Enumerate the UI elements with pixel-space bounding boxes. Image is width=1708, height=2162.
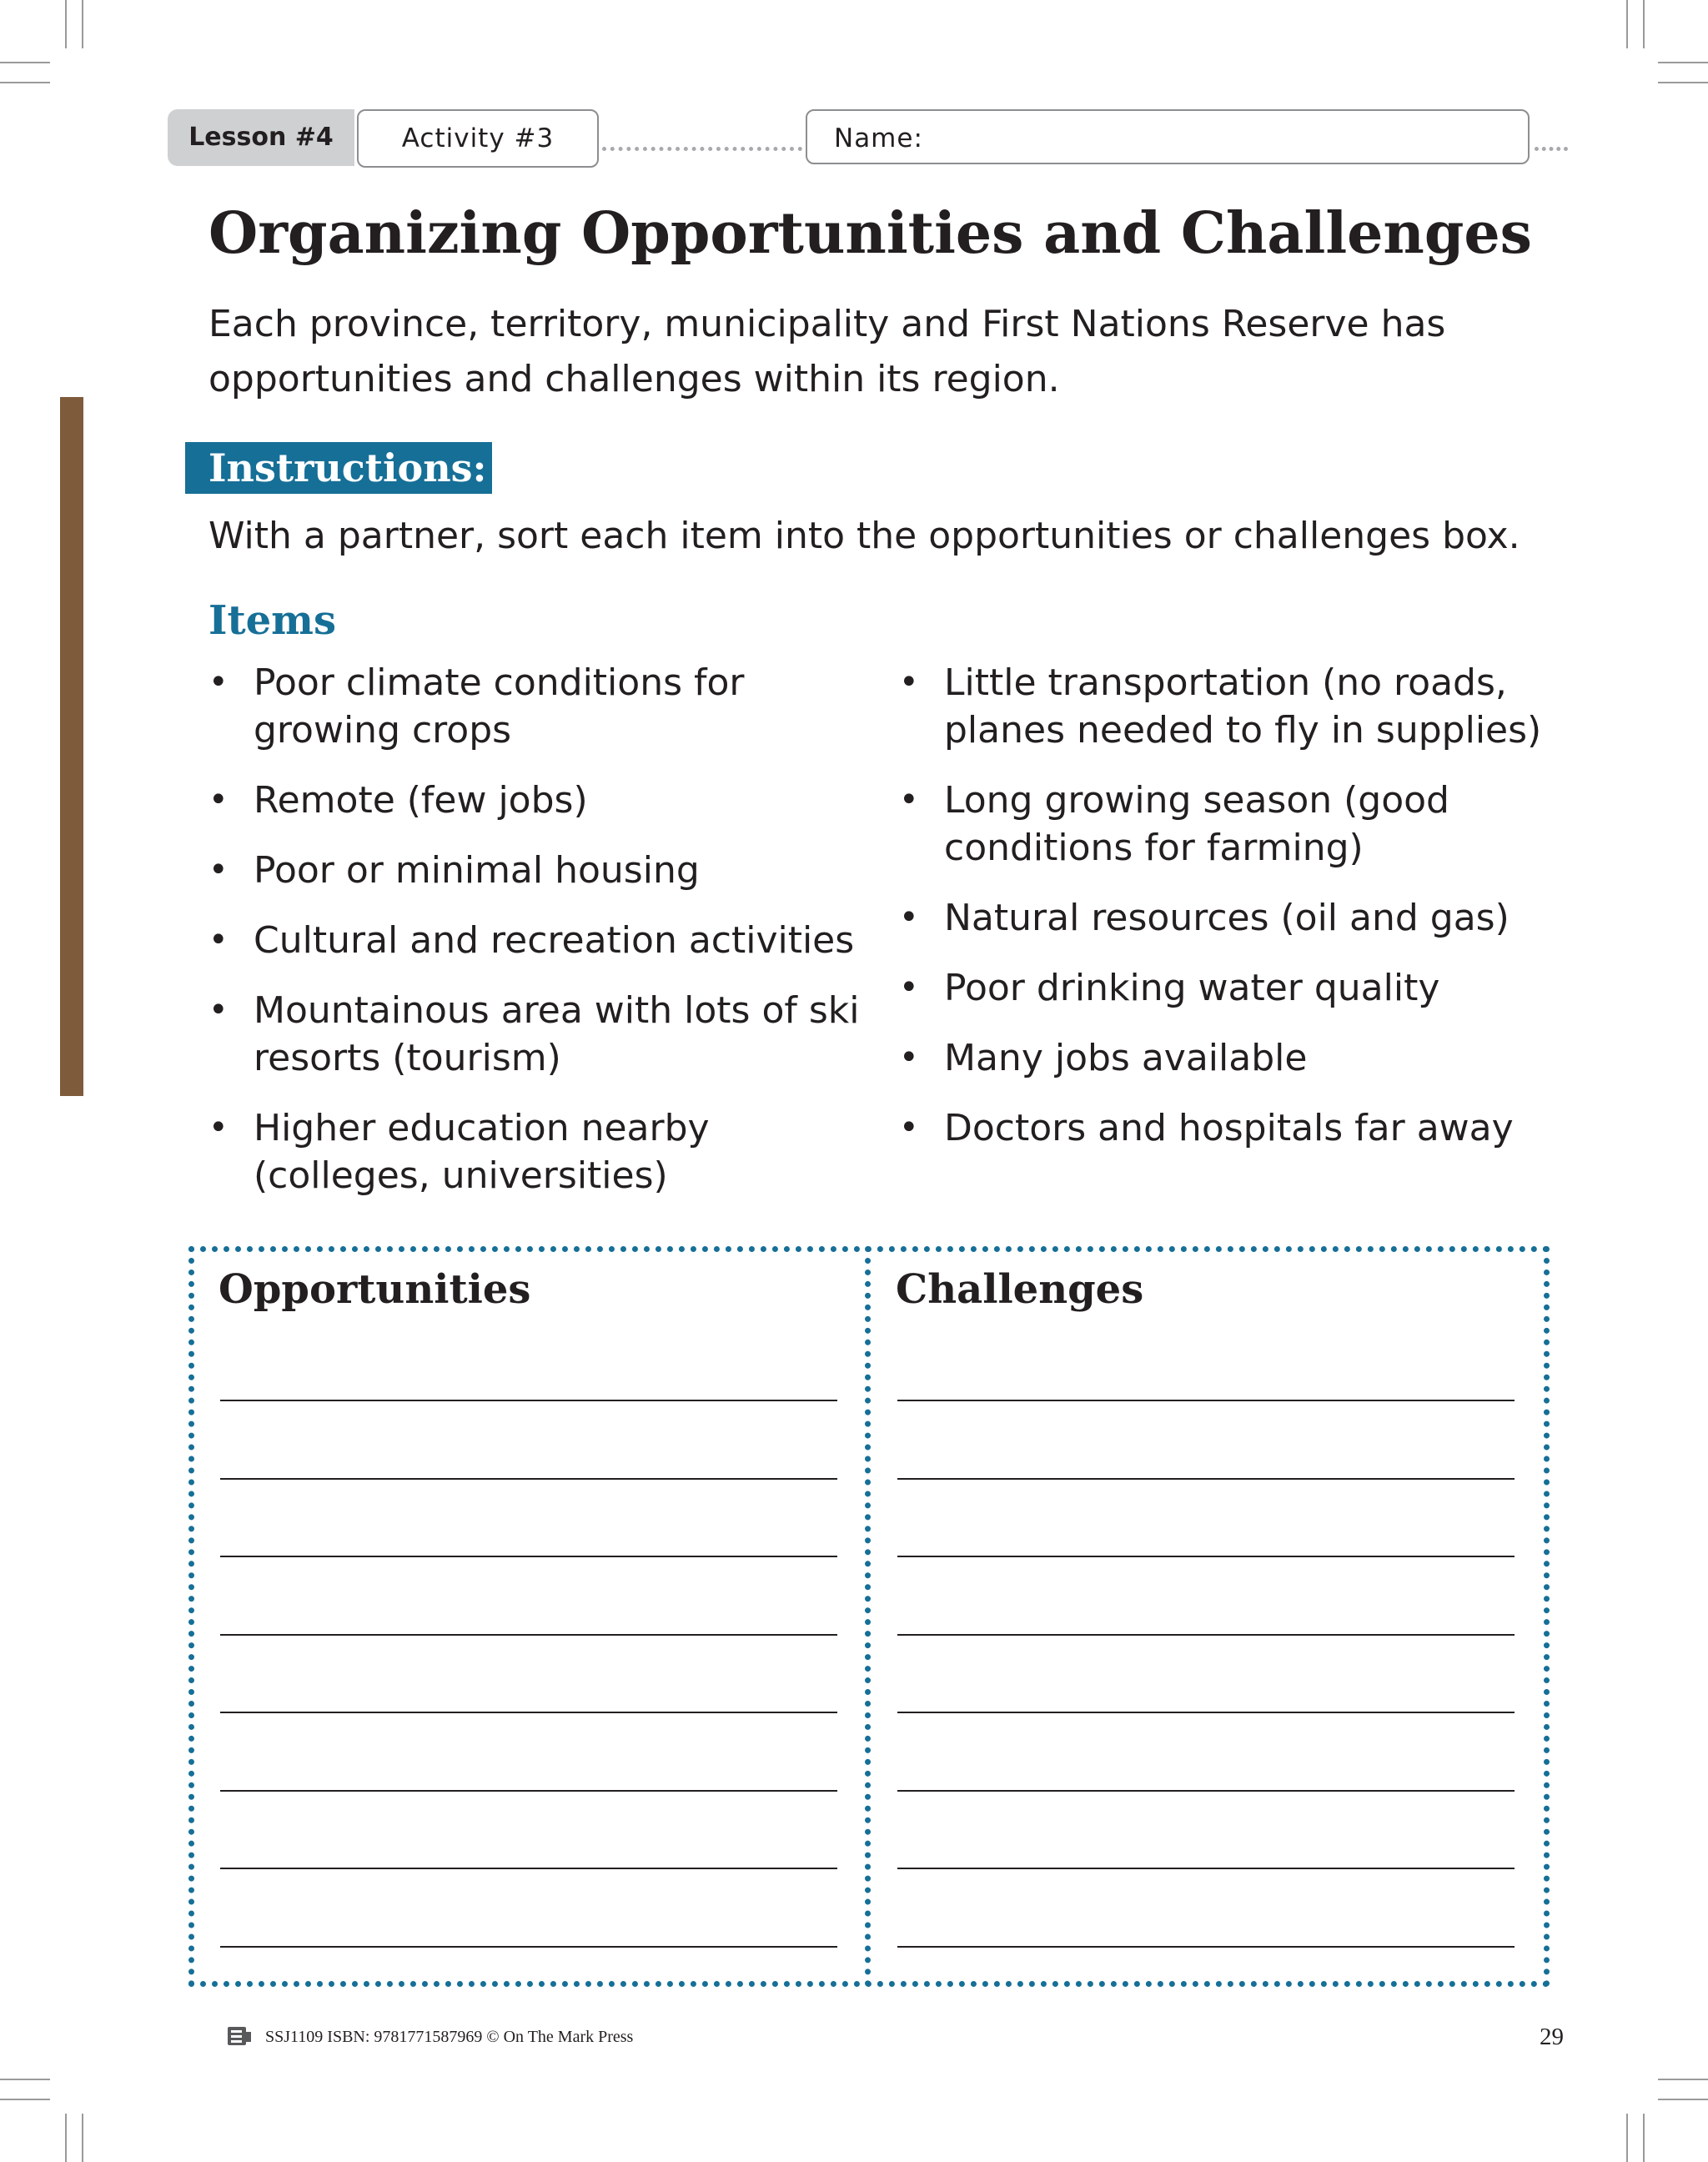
list-item: • Doctors and hospitals far away	[899, 1104, 1558, 1152]
crop-mark	[1658, 2099, 1708, 2100]
opportunities-write-line[interactable]	[220, 1400, 837, 1401]
dotted-divider	[602, 147, 802, 151]
list-item: • Remote (few jobs)	[208, 777, 876, 824]
crop-mark	[0, 2079, 50, 2080]
page-number: 29	[1540, 2024, 1564, 2050]
crop-mark	[1658, 82, 1708, 83]
opportunities-write-line[interactable]	[220, 1712, 837, 1713]
challenges-write-line[interactable]	[897, 1712, 1515, 1713]
opportunities-heading: Opportunities	[219, 1266, 531, 1313]
crop-mark	[82, 2114, 83, 2162]
crop-mark	[0, 82, 50, 83]
list-item: • Poor or minimal housing	[208, 847, 876, 894]
list-item: • Cultural and recreation activities	[208, 917, 876, 964]
crop-mark	[0, 2099, 50, 2100]
challenges-write-line[interactable]	[897, 1400, 1515, 1401]
crop-mark	[0, 62, 50, 63]
crop-mark	[1643, 2114, 1645, 2162]
opportunities-write-line[interactable]	[220, 1868, 837, 1869]
instructions-label: Instructions:	[185, 442, 492, 494]
challenges-write-line[interactable]	[897, 1868, 1515, 1869]
crop-mark	[1658, 2079, 1708, 2080]
crop-mark	[65, 2114, 67, 2162]
crop-mark	[1626, 0, 1628, 48]
opportunities-write-line[interactable]	[220, 1556, 837, 1557]
list-item: • Little transportation (no roads, planes needed to fly in supplies)	[899, 659, 1558, 754]
page-title: Organizing Opportunities and Challenges	[208, 200, 1532, 267]
crop-mark	[1643, 0, 1645, 48]
activity-label: Activity #3	[357, 109, 599, 168]
list-item: • Poor climate conditions for growing crops	[208, 659, 876, 754]
crop-mark	[1658, 62, 1708, 63]
intro-paragraph: Each province, territory, municipality and First Nations Reserve has opportunities and challenges within its region.	[208, 303, 1446, 400]
book-icon	[227, 2025, 252, 2047]
items-list-right	[899, 659, 1558, 1174]
instructions-text: With a partner, sort each item into the opportunities or challenges box.	[208, 515, 1520, 557]
challenges-heading: Challenges	[896, 1266, 1144, 1313]
crop-mark	[1626, 2114, 1628, 2162]
challenges-write-line[interactable]	[897, 1790, 1515, 1792]
items-heading: Items	[208, 597, 336, 644]
crop-mark	[65, 0, 67, 48]
opportunities-write-line[interactable]	[220, 1946, 837, 1948]
challenges-write-line[interactable]	[897, 1946, 1515, 1948]
name-field[interactable]: Name:	[806, 109, 1530, 164]
list-item: • Poor drinking water quality	[899, 964, 1558, 1012]
list-item: • Many jobs available	[899, 1034, 1558, 1082]
dotted-divider	[1535, 147, 1568, 151]
challenges-write-line[interactable]	[897, 1556, 1515, 1557]
list-item: • Natural resources (oil and gas)	[899, 894, 1558, 942]
challenges-write-line[interactable]	[897, 1478, 1515, 1480]
items-list-left	[208, 659, 876, 1222]
challenges-write-line[interactable]	[897, 1634, 1515, 1636]
side-accent-bar	[60, 397, 83, 1096]
lesson-tab: Lesson #4	[168, 109, 354, 166]
list-item: • Mountainous area with lots of ski resorts (tourism)	[208, 987, 876, 1082]
sorting-box-divider	[865, 1246, 871, 1987]
footer-publisher-info: SSJ1109 ISBN: 9781771587969 © On The Mark Press	[265, 2028, 634, 2046]
list-item: • Long growing season (good conditions for farming)	[899, 777, 1558, 872]
opportunities-write-line[interactable]	[220, 1790, 837, 1792]
opportunities-write-line[interactable]	[220, 1478, 837, 1480]
opportunities-write-line[interactable]	[220, 1634, 837, 1636]
crop-mark	[82, 0, 83, 48]
list-item: • Higher education nearby (colleges, universities)	[208, 1104, 876, 1199]
